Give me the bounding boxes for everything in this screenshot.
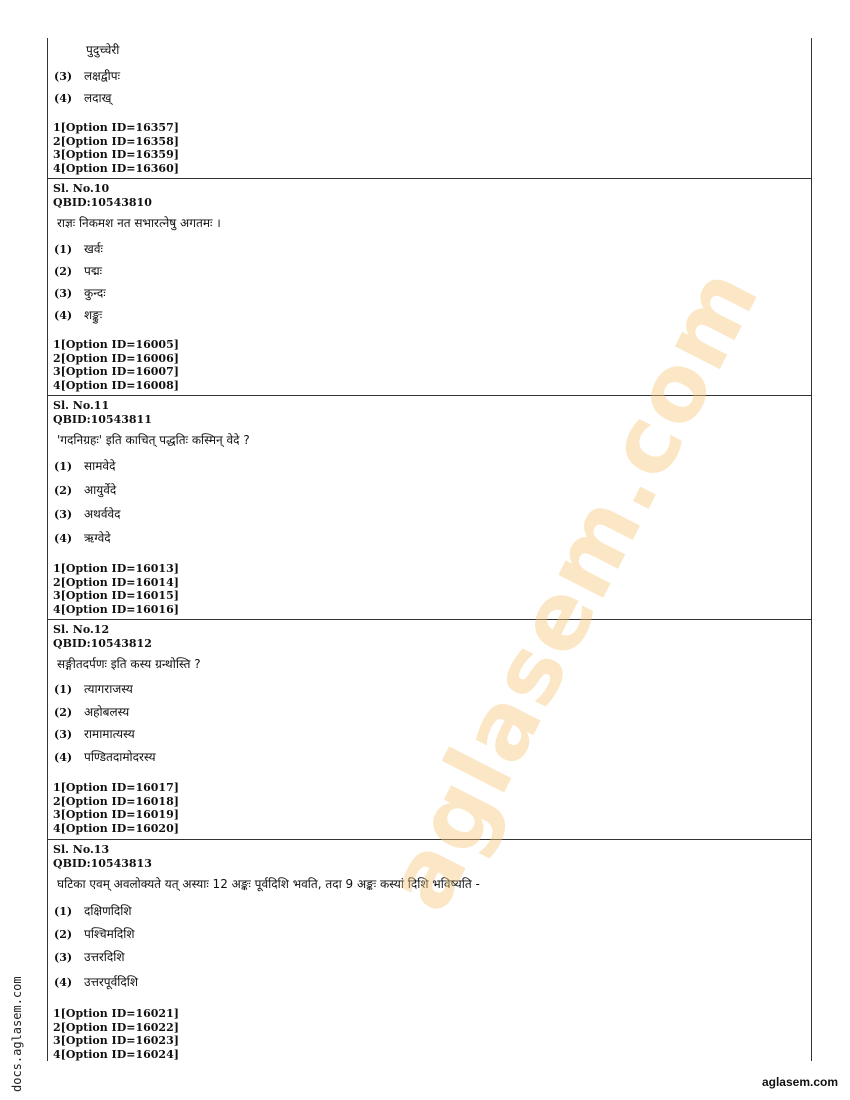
option-number: (1) xyxy=(54,243,73,256)
watermark: aglasem.com xyxy=(364,250,781,927)
option-id: 1[Option ID=16021] xyxy=(53,1007,179,1020)
option-row xyxy=(54,973,138,990)
question-text: 'गदनिग्रहः' इति काचित् पद्धतिः कस्मिन् वेदे ? xyxy=(57,433,250,447)
option-id: 4[Option ID=16360] xyxy=(53,161,179,175)
option-row xyxy=(54,748,156,765)
option-id: 2[Option ID=16358] xyxy=(53,134,179,148)
option-id-list xyxy=(53,121,179,175)
option-number: (4) xyxy=(54,309,73,322)
option-number: (1) xyxy=(54,683,73,696)
option-id: 1[Option ID=16005] xyxy=(53,338,179,351)
option-text: उत्तरदिशि xyxy=(84,950,125,964)
option-id: 4[Option ID=16016] xyxy=(53,602,179,616)
option-row xyxy=(54,262,102,279)
option-row xyxy=(54,240,103,257)
option-number: (3) xyxy=(54,728,73,741)
option-row xyxy=(54,457,115,474)
option-text: पश्चिमदिशि xyxy=(84,927,135,941)
option-number: (2) xyxy=(54,484,73,497)
option-id: 4[Option ID=16024] xyxy=(53,1047,179,1061)
footer-brand: aglasem.com xyxy=(761,1075,838,1089)
serial-number: Sl. No.11 xyxy=(53,399,110,412)
option-row xyxy=(54,505,121,522)
option-number: (4) xyxy=(54,532,73,545)
option-text: त्यागराजस्य xyxy=(84,682,133,696)
option-id: 3[Option ID=16015] xyxy=(53,589,179,602)
option-text: आयुर्वेदे xyxy=(84,483,117,497)
option-text: खर्वः xyxy=(84,242,103,256)
option-row xyxy=(54,725,135,742)
option-id: 3[Option ID=16359] xyxy=(53,148,179,161)
option-text: दक्षिणदिशि xyxy=(84,904,132,918)
option-number: (2) xyxy=(54,265,73,278)
question-text: राज्ञः निकमश नत सभारत्नेषु अगतमः । xyxy=(57,216,221,230)
option-number: (4) xyxy=(54,92,73,105)
option-text: अथर्ववेद xyxy=(84,507,121,521)
option-number: (3) xyxy=(54,508,73,521)
qbid: QBID:10543813 xyxy=(53,857,152,870)
option-text: कुन्दः xyxy=(84,286,106,300)
option-row xyxy=(54,902,132,919)
question-text: घटिका एवम् अवलोक्यते यत् अस्याः 12 अङ्कः पूर्वदिशि भवति, तदा 9 अङ्कः कस्यां दिशि भविष्यति - xyxy=(57,877,480,891)
qbid: QBID:10543811 xyxy=(53,413,152,426)
option-text: अहोबलस्य xyxy=(84,705,130,719)
option-number: (1) xyxy=(54,460,73,473)
option-number: (4) xyxy=(54,976,73,989)
option-text: सामवेदे xyxy=(84,459,116,473)
option-row xyxy=(54,67,120,84)
option-id: 2[Option ID=16006] xyxy=(53,351,179,365)
serial-number: Sl. No.10 xyxy=(53,182,110,195)
option-id-list xyxy=(53,781,179,835)
side-url-text: docs.aglasem.com xyxy=(10,976,24,1092)
option-number: (3) xyxy=(54,70,73,83)
option-number: (3) xyxy=(54,951,73,964)
option-id-list xyxy=(53,1007,179,1061)
option-id: 4[Option ID=16008] xyxy=(53,378,179,392)
option-row xyxy=(54,89,111,106)
option-text: ऋग्वेदे xyxy=(84,531,111,545)
qbid: QBID:10543810 xyxy=(53,196,152,209)
option-id: 2[Option ID=16014] xyxy=(53,575,179,589)
option-text: शङ्कुः xyxy=(84,308,103,322)
option-text: रामामात्यस्य xyxy=(84,727,135,741)
option-id: 1[Option ID=16013] xyxy=(53,562,179,575)
option-text: पद्मः xyxy=(84,264,103,278)
option-number: (4) xyxy=(54,751,73,764)
option-row xyxy=(54,680,133,697)
option-id: 2[Option ID=16022] xyxy=(53,1020,179,1034)
option-row xyxy=(54,284,106,301)
option-id: 4[Option ID=16020] xyxy=(53,821,179,835)
option-number: (3) xyxy=(54,287,73,300)
option-number: (2) xyxy=(54,706,73,719)
option-id-list xyxy=(53,562,179,616)
option-id-list xyxy=(53,338,179,392)
continued-option-text: पुदुच्चेरी xyxy=(86,43,120,57)
option-row xyxy=(54,703,129,720)
serial-number: Sl. No.13 xyxy=(53,843,110,856)
previous-question-continuation xyxy=(48,38,811,179)
option-row xyxy=(54,925,135,942)
question-text: सङ्गीतदर्पणः इति कस्य ग्रन्थोस्ति ? xyxy=(57,657,201,671)
option-row xyxy=(54,948,125,965)
option-id: 3[Option ID=16023] xyxy=(53,1034,179,1047)
serial-number: Sl. No.12 xyxy=(53,623,110,636)
option-id: 3[Option ID=16007] xyxy=(53,365,179,378)
option-row xyxy=(54,306,102,323)
option-text: लक्षद्वीपः xyxy=(84,69,120,83)
option-row xyxy=(54,481,116,498)
option-row xyxy=(54,529,111,546)
option-text: लदाख् xyxy=(84,91,112,105)
option-number: (1) xyxy=(54,905,73,918)
option-number: (2) xyxy=(54,928,73,941)
option-id: 1[Option ID=16357] xyxy=(53,121,179,134)
option-id: 3[Option ID=16019] xyxy=(53,808,179,821)
qbid: QBID:10543812 xyxy=(53,637,152,650)
option-id: 2[Option ID=16018] xyxy=(53,794,179,808)
option-text: पण्डितदामोदरस्य xyxy=(84,750,156,764)
option-text: उत्तरपूर्वदिशि xyxy=(84,975,139,989)
option-id: 1[Option ID=16017] xyxy=(53,781,179,794)
